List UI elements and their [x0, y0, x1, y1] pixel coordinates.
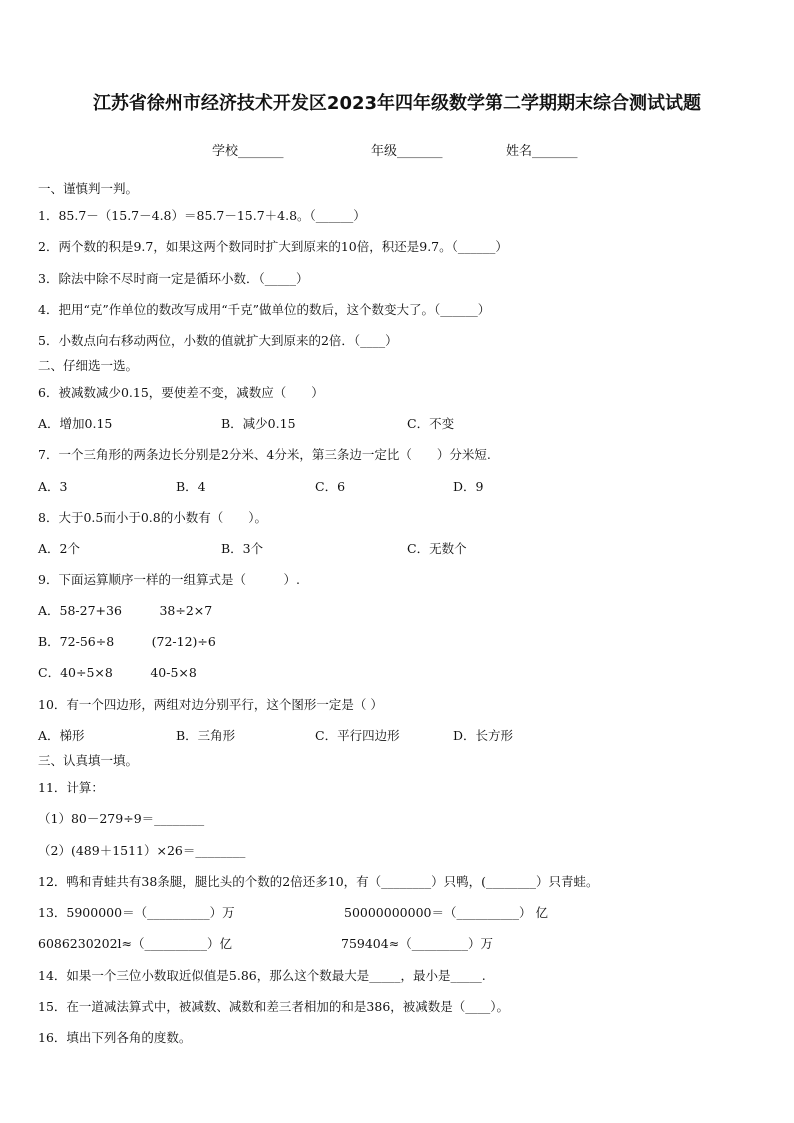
q11-part-1: （1）80－279÷9＝________ — [38, 811, 205, 826]
question-3: 3．除法中除不尽时商一定是循环小数．（_____） — [38, 271, 309, 286]
q11-part-2: （2）(489＋1511）×26＝________ — [38, 843, 246, 858]
school-label: 学校 — [212, 144, 239, 159]
q6-option-a: A．增加0.15 — [38, 416, 113, 431]
question-5: 5．小数点向右移动两位，小数的值就扩大到原来的2倍．（____） — [38, 333, 398, 348]
page-title: 江苏省徐州市经济技术开发区2023年四年级数学第二学期期末综合测试试题 — [92, 93, 702, 114]
q10-option-c: C．平行四边形 — [315, 728, 400, 743]
question-10: 10．有一个四边形，两组对边分别平行，这个图形一定是（ ） — [38, 697, 383, 712]
question-1: 1．85.7－（15.7－4.8）＝85.7－15.7＋4.8。（______） — [38, 208, 366, 223]
q9-option-a: A．58-27+36 38÷2×7 — [38, 603, 213, 618]
q10-option-d: D．长方形 — [453, 728, 514, 743]
q9-option-c: C．40÷5×8 40-5×8 — [38, 665, 197, 680]
q10-option-a: A．梯形 — [38, 728, 85, 743]
q8-option-c: C．无数个 — [407, 541, 467, 556]
grade-label: 年级 — [371, 144, 398, 159]
q13-part-c: 6086230202l≈（__________）亿 — [38, 936, 233, 951]
name-label: 姓名 — [506, 144, 533, 159]
q8-option-b: B．3个 — [221, 541, 264, 556]
grade-field — [371, 140, 443, 159]
section1-heading: 一、谨慎判一判。 — [38, 181, 139, 196]
question-9: 9．下面运算顺序一样的一组算式是（ ）. — [38, 572, 300, 587]
section3-heading: 三、认真填一填。 — [38, 753, 139, 768]
q13-part-d: 759404≈（_________）万 — [341, 936, 493, 951]
q13-part-b: 50000000000＝（__________） 亿 — [344, 905, 548, 920]
question-11: 11．计算： — [38, 780, 104, 795]
q7-option-a: A．3 — [38, 479, 68, 494]
question-12: 12．鸭和青蛙共有38条腿，腿比头的个数的2倍还多10，有（________）只鸭，(________）只青蛙。 — [38, 874, 599, 889]
q9-option-b: B．72-56÷8 (72-12)÷6 — [38, 634, 216, 649]
q8-option-a: A．2个 — [38, 541, 80, 556]
q7-option-c: C．6 — [315, 479, 346, 494]
question-2: 2．两个数的积是9.7，如果这两个数同时扩大到原来的10倍，积还是9.7。（______） — [38, 239, 508, 254]
q6-option-b: B．减少0.15 — [221, 416, 296, 431]
q6-option-c: C．不变 — [407, 416, 455, 431]
school-field — [212, 140, 284, 159]
question-15: 15．在一道减法算式中，被减数、减数和差三者相加的和是386，被减数是（____）。 — [38, 999, 510, 1014]
q13-part-a: 13．5900000＝（__________）万 — [38, 905, 235, 920]
q7-option-b: B．4 — [176, 479, 206, 494]
section2-heading: 二、仔细选一选。 — [38, 358, 139, 373]
question-4: 4．把用“克”作单位的数改写成用“千克”做单位的数后，这个数变大了。（______） — [38, 302, 491, 317]
name-field — [506, 140, 578, 159]
question-8: 8．大于0.5而小于0.8的小数有（ ）。 — [38, 510, 267, 525]
question-16: 16．填出下列各角的度数。 — [38, 1030, 192, 1045]
q7-option-d: D．9 — [453, 479, 484, 494]
school-blank: _______ — [238, 144, 284, 159]
grade-blank: _______ — [397, 144, 443, 159]
q10-option-b: B．三角形 — [176, 728, 236, 743]
question-7: 7．一个三角形的两条边长分别是2分米、4分米，第三条边一定比（ ）分米短. — [38, 447, 491, 462]
question-14: 14．如果一个三位小数取近似值是5.86，那么这个数最大是_____，最小是_____. — [38, 968, 486, 983]
name-blank: _______ — [532, 144, 578, 159]
question-6: 6．被减数减少0.15，要使差不变，减数应（ ） — [38, 385, 324, 400]
